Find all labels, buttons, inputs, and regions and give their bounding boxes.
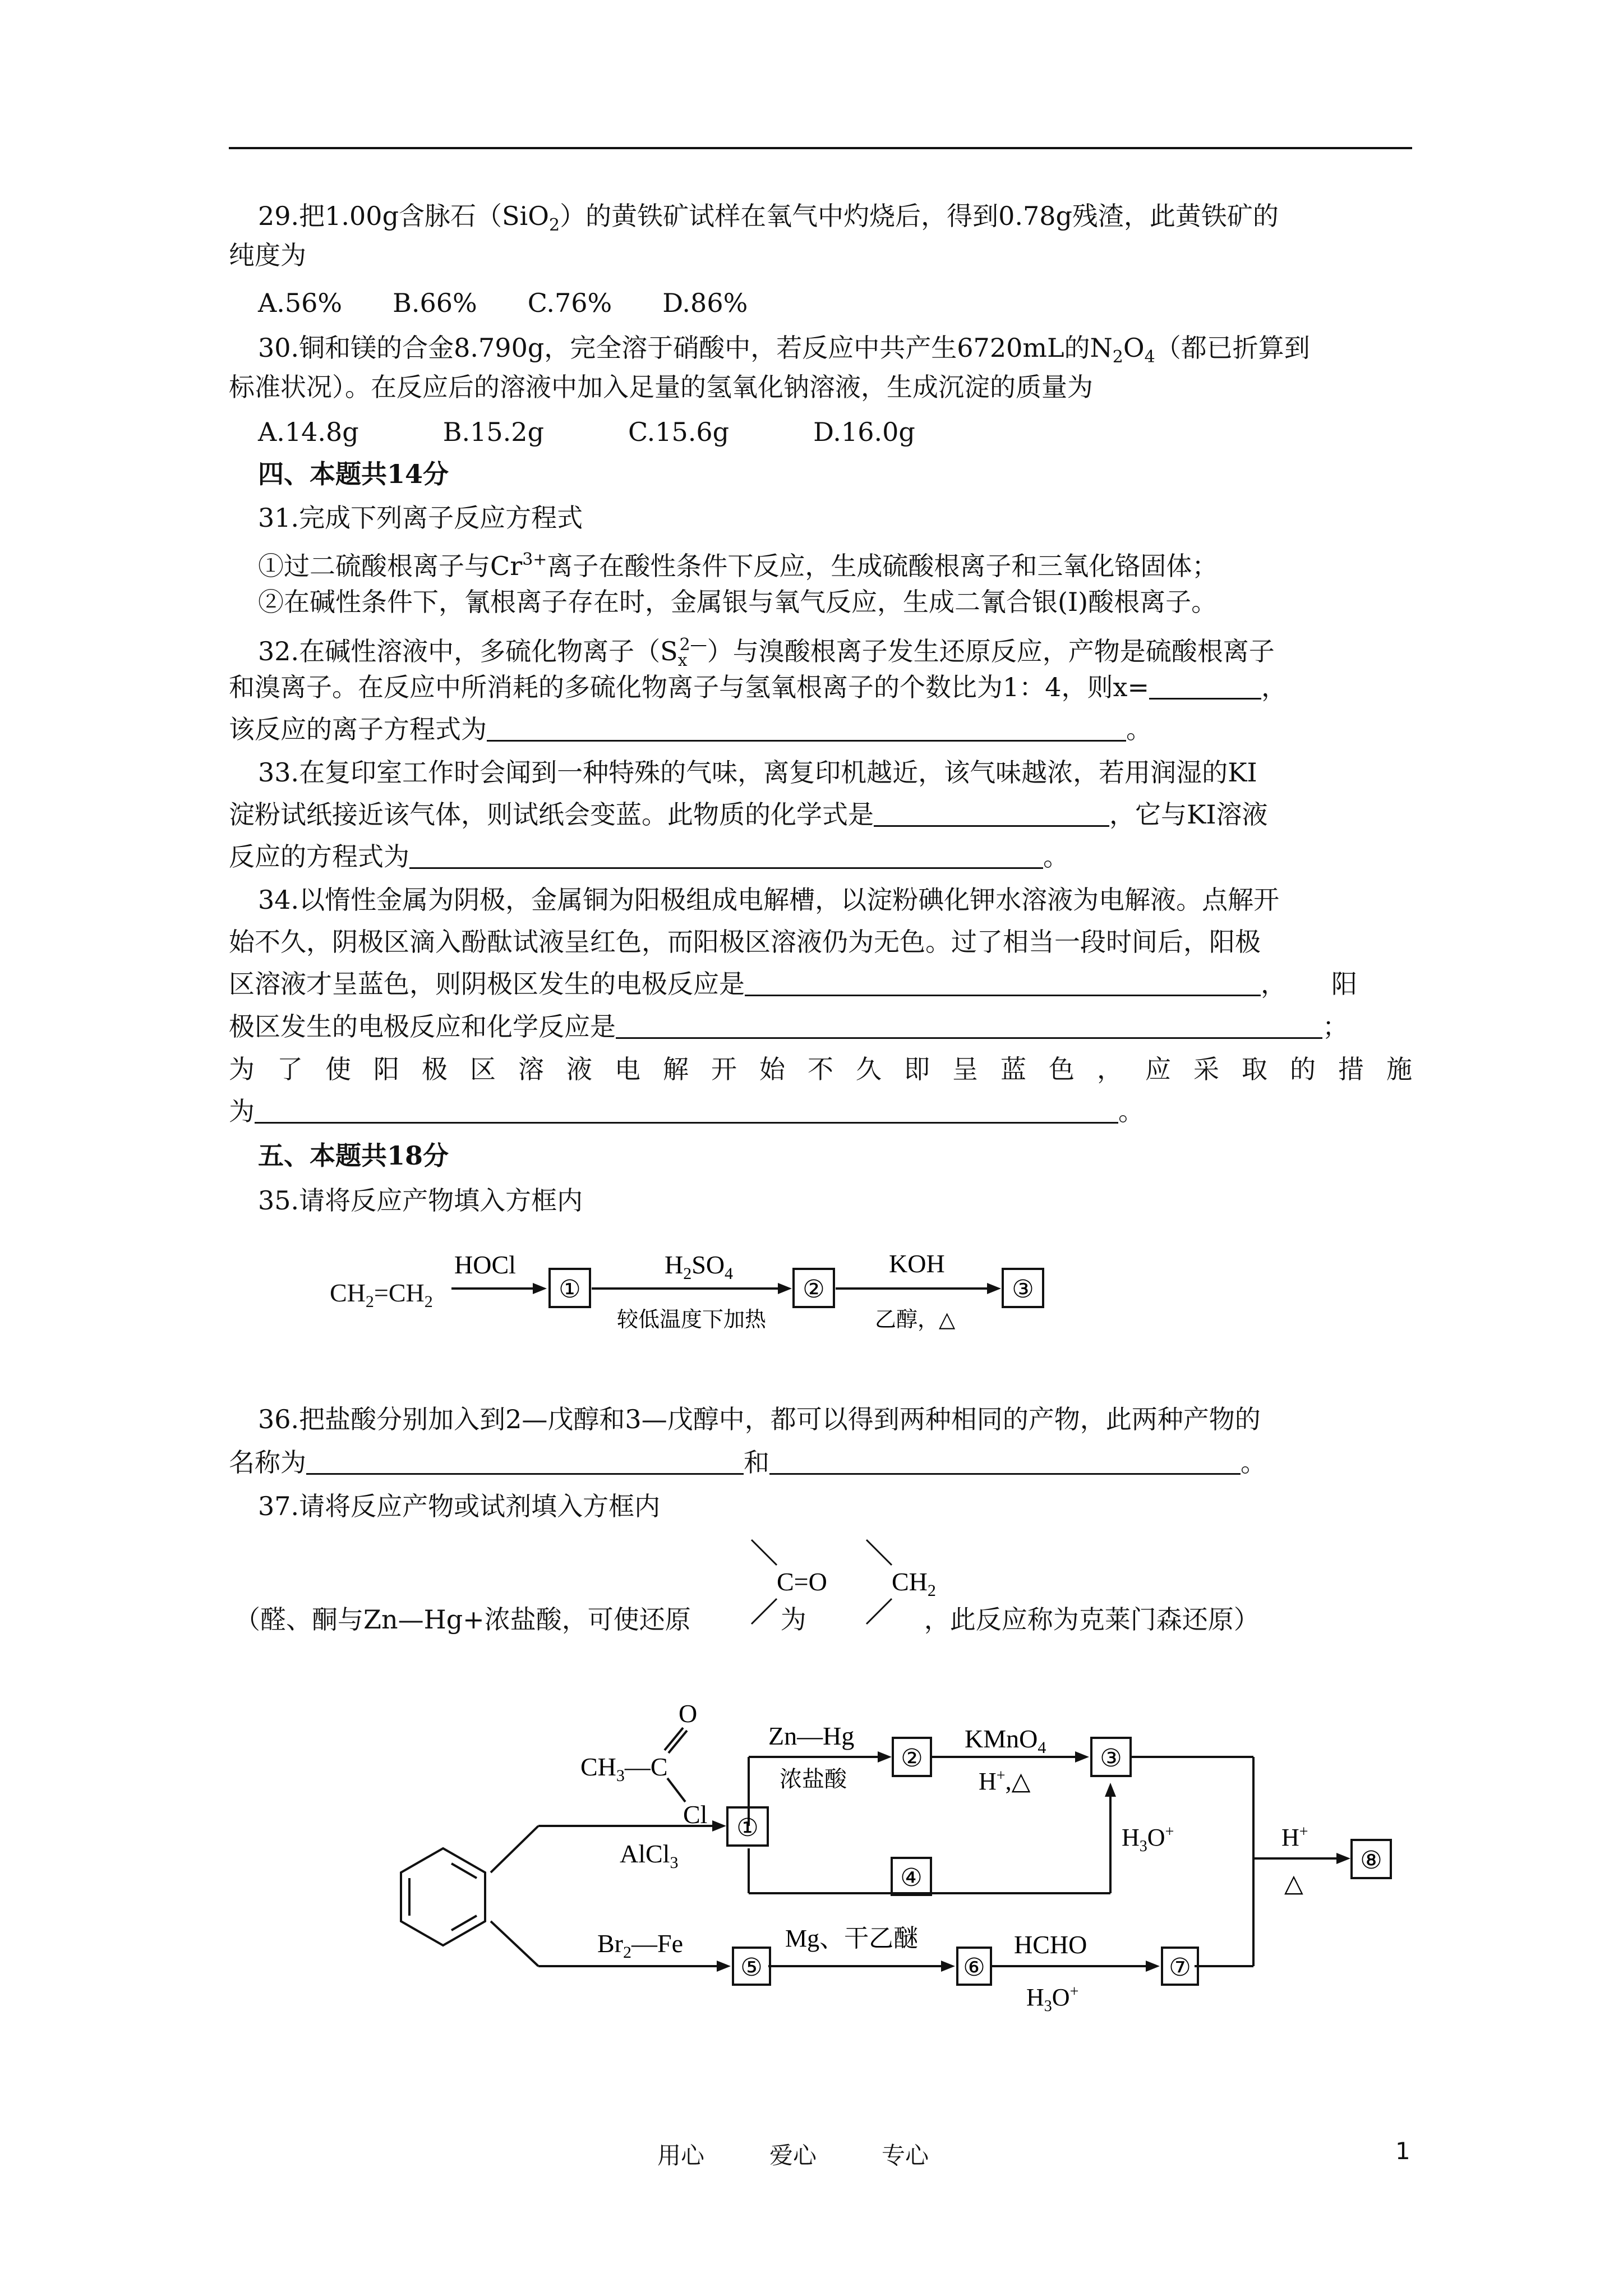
q29-option-c: C.76% bbox=[527, 288, 612, 318]
q34-line5-char: 措 bbox=[1338, 1054, 1364, 1084]
q34-line5-char: 溶 bbox=[518, 1054, 544, 1084]
q29-option-b: B.66% bbox=[393, 288, 477, 318]
q34-line5-char: 即 bbox=[904, 1054, 930, 1084]
q34-line5-char: 蓝 bbox=[1000, 1054, 1026, 1084]
reagent-kmno4: KMnO$_4$ bbox=[965, 1724, 1046, 1757]
q34-line6: 为 。 bbox=[229, 1096, 1144, 1126]
q30-line2: 标准状况）。在反应后的溶液中加入足量的氢氧化钠溶液，生成沉淀的质量为 bbox=[229, 372, 1093, 402]
q37-box-5-label: ⑤ bbox=[740, 1954, 763, 1981]
reagent-conc-hcl: 浓盐酸 bbox=[780, 1766, 847, 1792]
acyl-ch3c: $CH_3—C$ bbox=[580, 1752, 668, 1785]
q34-line5-char: 采 bbox=[1193, 1054, 1219, 1084]
q31-item2: ②在碱性条件下，氰根离子存在时，金属银与氧气反应，生成二氰合银(I)酸根离子。 bbox=[258, 587, 1218, 617]
q34-line5-char: 阳 bbox=[374, 1054, 399, 1084]
section-4-heading: 四、本题共14分 bbox=[258, 459, 449, 489]
q34-line5-char: 始 bbox=[759, 1054, 785, 1084]
reagent-mg-ether: Mg、干乙醚 bbox=[785, 1925, 919, 1952]
q34-line5-char: 应 bbox=[1145, 1054, 1171, 1084]
footer-item-1: 用心 bbox=[657, 2142, 705, 2169]
q31-item1: ①过二硫酸根离子与$Cr^{3+}$离子在酸性条件下反应，生成硫酸根离子和三氧化铬固体； bbox=[258, 550, 1218, 581]
q34-line5-char: 久 bbox=[856, 1054, 882, 1084]
q37-carbonyl: C=O bbox=[777, 1567, 827, 1596]
q34-line5-char: 极 bbox=[422, 1054, 448, 1084]
reagent-h3o: $H_3O^+$ bbox=[1122, 1823, 1174, 1855]
q34-line5-char: 色 bbox=[1049, 1054, 1075, 1084]
q34-line1: 34.以惰性金属为阴极，金属铜为阳极组成电解槽，以淀粉碘化钾水溶液为电解液。点解开 bbox=[258, 885, 1280, 915]
q30-option-a: A.14.8g bbox=[258, 417, 359, 447]
q30-option-b: B.15.2g bbox=[442, 417, 545, 447]
page-number: 1 bbox=[1395, 2137, 1410, 2165]
q36-line2: 名称为 和 。 bbox=[229, 1447, 1266, 1478]
q37-box-6-label: ⑥ bbox=[963, 1954, 985, 1981]
q37-box-7-label: ⑦ bbox=[1169, 1954, 1191, 1981]
benzene-ring bbox=[401, 1848, 485, 1945]
q32-line3: 该反应的离子方程式为 。 bbox=[229, 714, 1152, 744]
q35-reagent-koh: KOH bbox=[889, 1249, 945, 1278]
q34-line5-char: 为 bbox=[229, 1054, 255, 1084]
reagent-h3o-lower: $H_3O^+$ bbox=[1026, 1983, 1079, 2015]
q34-line5-char: 不 bbox=[808, 1054, 833, 1084]
q34-line5-char: 电 bbox=[615, 1054, 640, 1084]
condition-h-delta: H+,△ bbox=[979, 1767, 1031, 1795]
q32-line2: 和溴离子。在反应中所消耗的多硫化物离子与氢氧根离子的个数比为1：4，则x= ， bbox=[229, 672, 1288, 702]
q34-line5-char: 解 bbox=[663, 1054, 689, 1084]
q37-title: 37.请将反应产物或试剂填入方框内 bbox=[258, 1491, 661, 1521]
q37-box-2-label: ② bbox=[901, 1745, 923, 1772]
q34-line5-char: 了 bbox=[277, 1054, 303, 1084]
q34-line5-char: 区 bbox=[470, 1054, 496, 1084]
acyl-chlorine: Cl bbox=[683, 1800, 708, 1829]
q31-title: 31.完成下列离子反应方程式 bbox=[258, 503, 583, 533]
q36-line1: 36.把盐酸分别加入到2—戊醇和3—戊醇中，都可以得到两种相同的产物，此两种产物的 bbox=[258, 1404, 1261, 1434]
q35-box-3-label: ③ bbox=[1012, 1276, 1034, 1303]
q30-option-c: C.15.6g bbox=[628, 417, 730, 447]
q34-line3: 区溶液才呈蓝色，则阴极区发生的电极反应是 ， 阳 bbox=[229, 969, 1357, 999]
condition-delta: △ bbox=[1284, 1870, 1303, 1897]
q34-line2: 始不久，阴极区滴入酚酞试液呈红色，而阳极区溶液仍为无色。过了相当一段时间后，阳极 bbox=[229, 927, 1261, 957]
q35-title: 35.请将反应产物填入方框内 bbox=[258, 1185, 583, 1216]
q37-methylene: $CH_2$ bbox=[892, 1567, 936, 1600]
q37-box-3-label: ③ bbox=[1100, 1745, 1122, 1772]
q35-box-2-label: ② bbox=[803, 1276, 825, 1303]
q34-line5-char: ， bbox=[1097, 1054, 1123, 1084]
q35-condition-3: 乙醇，△ bbox=[875, 1308, 956, 1332]
q33-line3: 反应的方程式为 。 bbox=[229, 841, 1069, 872]
q37-note: （醛、酮与Zn—Hg+浓盐酸，可使还原 为 ，此反应称为克莱门森还原） bbox=[234, 1604, 1260, 1635]
q30-line1: 30.铜和镁的合金8.790g，完全溶于硝酸中，若反应中共产生6720mL的$N_2O_4$（都已折算到 bbox=[258, 333, 1310, 367]
q35-start-material: $CH_2=CH_2$ bbox=[330, 1278, 433, 1311]
reagent-hplus: H+ bbox=[1281, 1823, 1308, 1851]
q33-line2: 淀粉试纸接近该气体，则试纸会变蓝。此物质的化学式是 ，它与KI溶液 bbox=[229, 799, 1268, 830]
q34-line5-char: 使 bbox=[325, 1054, 351, 1084]
q34-line4: 极区发生的电极反应和化学反应是 ； bbox=[229, 1011, 1348, 1042]
q35-box-1-label: ① bbox=[559, 1276, 581, 1303]
q34-line5-char: 呈 bbox=[952, 1054, 978, 1084]
acyl-oxygen: O bbox=[679, 1699, 698, 1728]
q29-option-d: D.86% bbox=[662, 288, 748, 318]
q34-line5-char: 施 bbox=[1386, 1054, 1412, 1084]
q32-line1: 32.在碱性溶液中，多硫化物离子$(S_x^{2—})$与溴酸根离子发生还原反应，产物是硫酸根离子 bbox=[258, 635, 1275, 670]
q29-option-a: A.56% bbox=[258, 288, 343, 318]
q34-line5-char: 开 bbox=[711, 1054, 737, 1084]
reagent-znhg: Zn—Hg bbox=[768, 1722, 855, 1750]
q29-line2: 纯度为 bbox=[229, 240, 306, 270]
reagent-alcl3: AlCl$_3$ bbox=[620, 1839, 679, 1872]
q34-line5-char: 液 bbox=[566, 1054, 592, 1084]
section-5-heading: 五、本题共18分 bbox=[258, 1140, 449, 1171]
reagent-br2fe: $Br_2—Fe$ bbox=[597, 1929, 683, 1962]
q35-reagent-h2so4: $H_2SO_4$ bbox=[665, 1250, 734, 1283]
q34-line5-char: 的 bbox=[1290, 1054, 1316, 1084]
footer-item-3: 专心 bbox=[882, 2142, 929, 2169]
q37-box-8-label: ⑧ bbox=[1360, 1847, 1382, 1874]
footer-item-2: 爱心 bbox=[769, 2142, 817, 2169]
q35-condition-2: 较低温度下加热 bbox=[617, 1308, 767, 1332]
q34-line5-char: 取 bbox=[1242, 1054, 1267, 1084]
q35-reagent-hocl: HOCl bbox=[454, 1250, 516, 1279]
q37-box-1-label: ① bbox=[736, 1814, 759, 1842]
q33-line1: 33.在复印室工作时会闻到一种特殊的气味，离复印机越近，该气味越浓，若用润湿的KI bbox=[258, 757, 1257, 788]
q29-line1: 29.把1.00g含脉石（SiO$_2$）的黄铁矿试样在氧气中灼烧后，得到0.78g残渣，此黄铁矿的 bbox=[258, 201, 1279, 235]
q37-box-4-label: ④ bbox=[900, 1864, 923, 1892]
q30-option-d: D.16.0g bbox=[813, 417, 915, 447]
reagent-hcho: HCHO bbox=[1014, 1930, 1087, 1959]
